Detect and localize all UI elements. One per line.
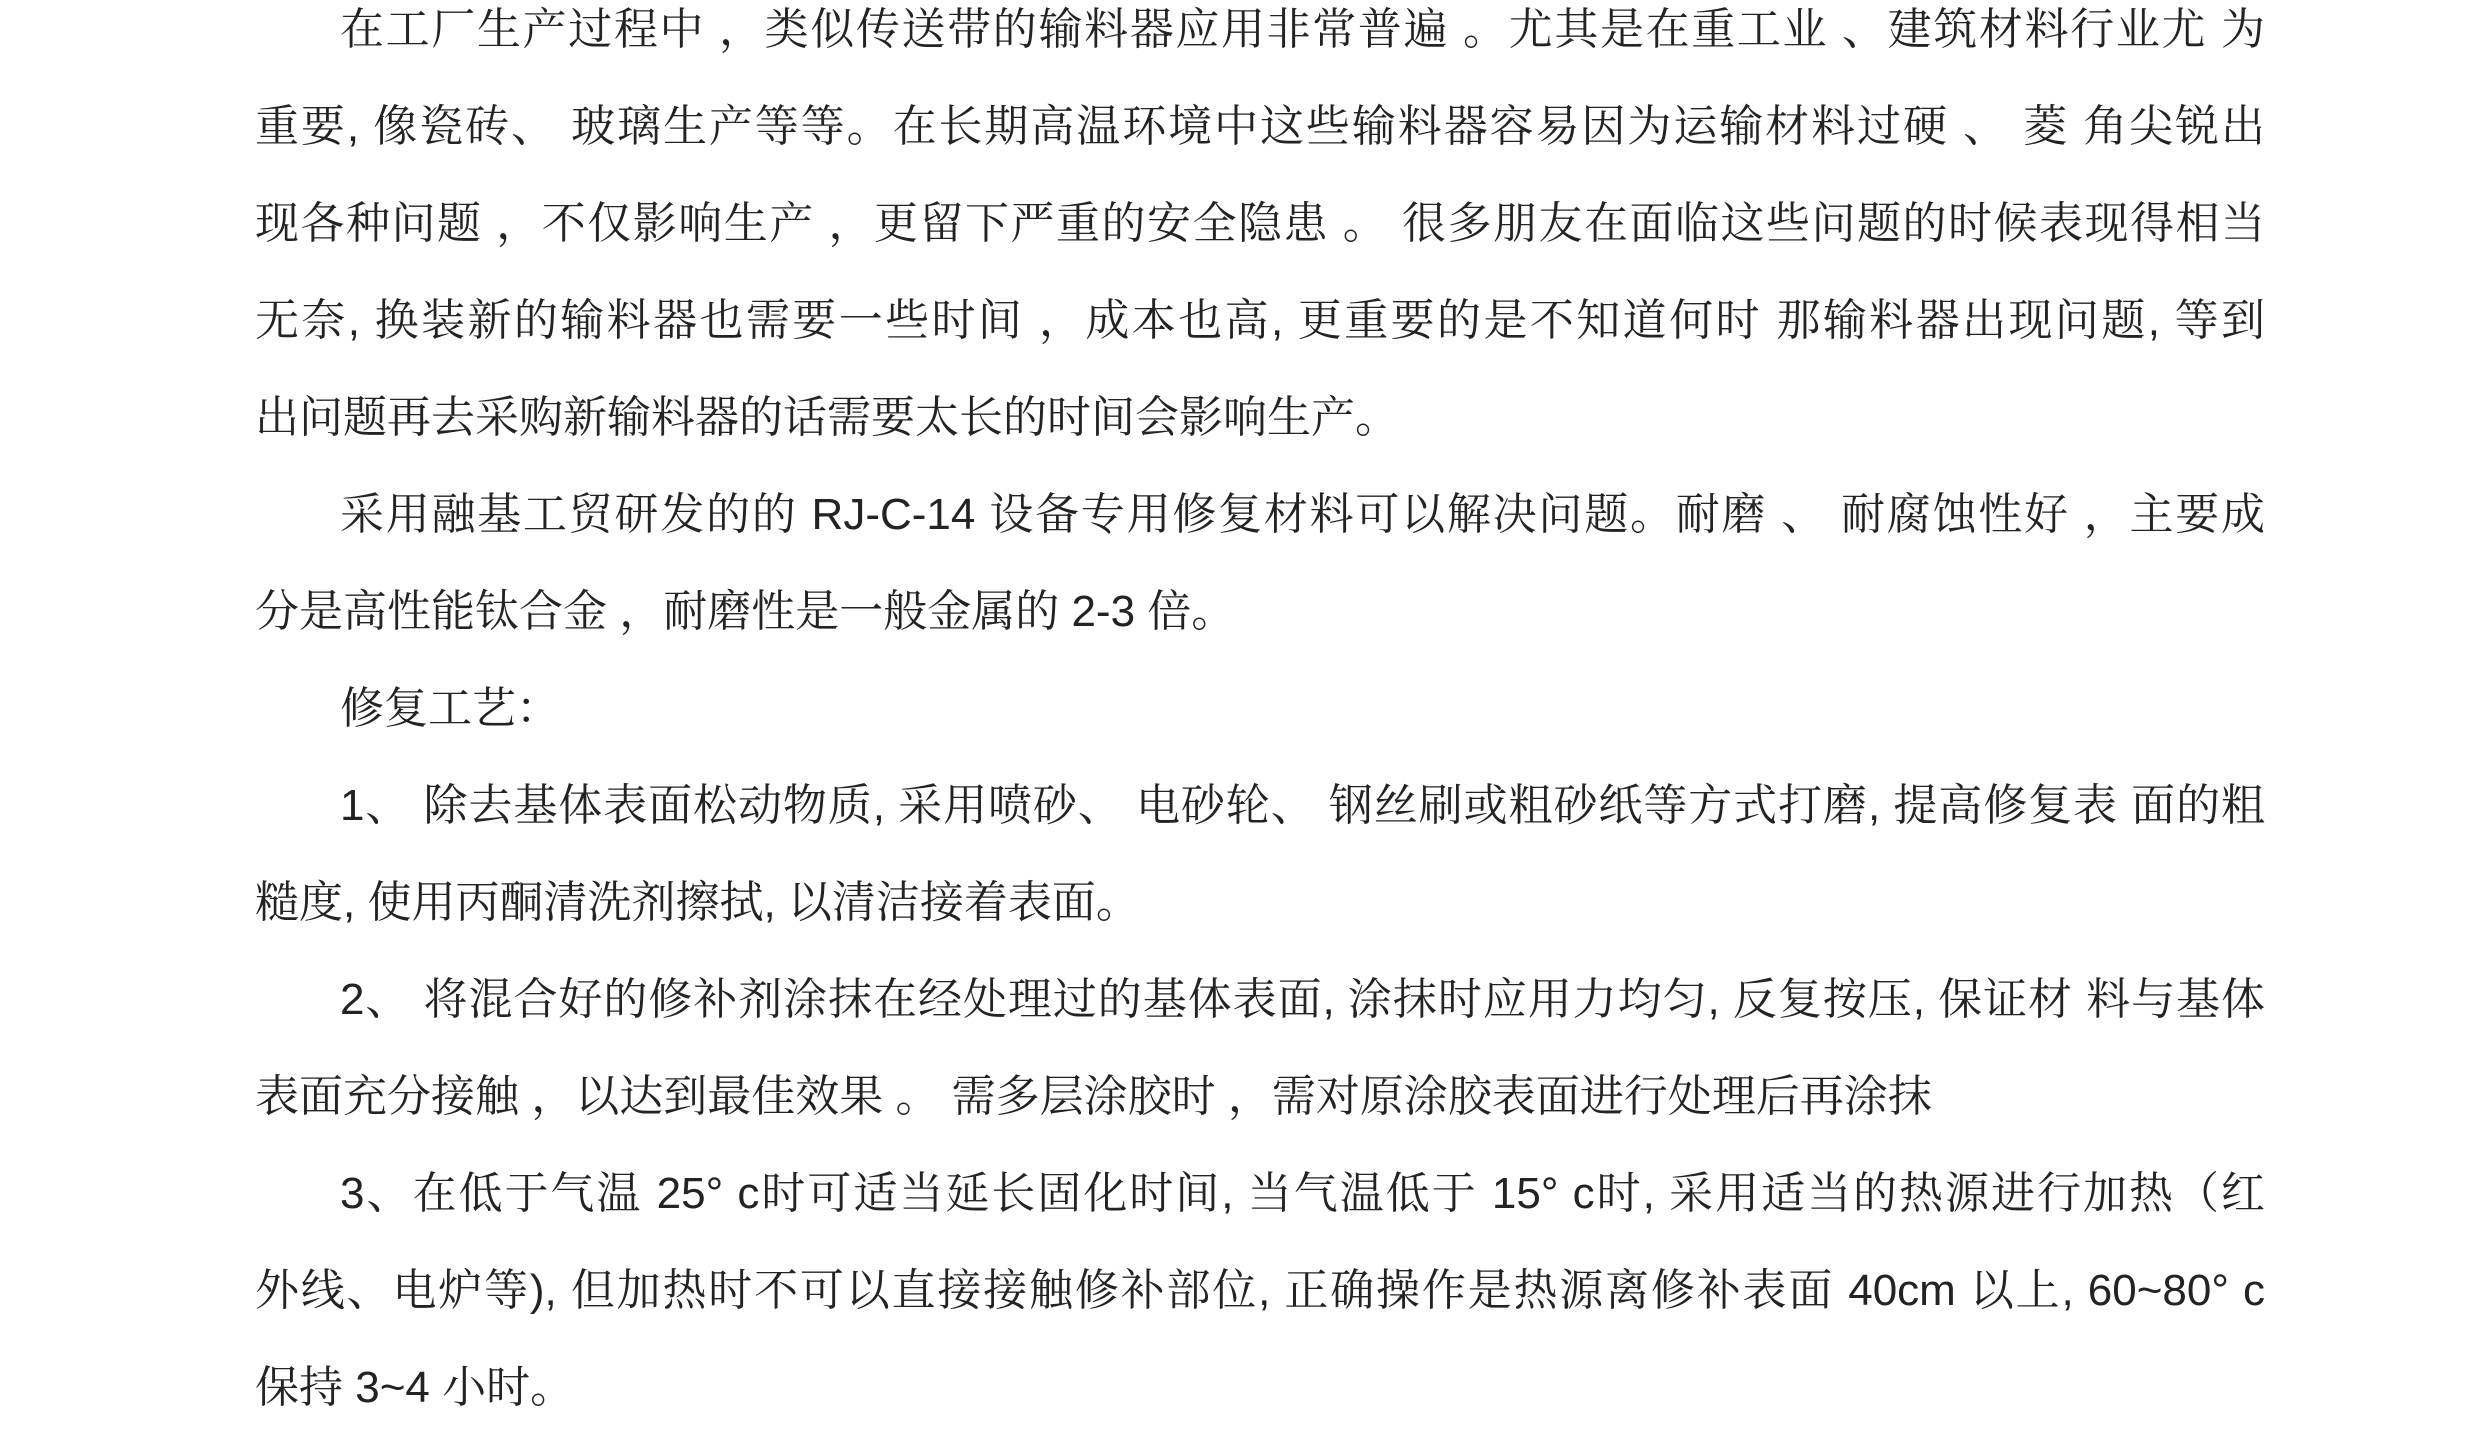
text-line: 表面充分接触 ，以达到最佳效果 。 需多层涂胶时 ，需对原涂胶表面进行处理后再涂抹 bbox=[255, 1072, 1932, 1121]
text-line: 1、 除去基体表面松动物质, 采用喷砂、 电砂轮、 钢丝刷或粗砂纸等方式打磨, 提高修复表 面的粗 bbox=[340, 781, 2265, 830]
text-line: 现各种问题 ，不仅影响生产 ，更留下严重的安全隐患 。 很多朋友在面临这些问题的时候表现得相当 bbox=[255, 199, 2265, 248]
text-line: 分是高性能钛合金 ，耐磨性是一般金属的 2-3 倍。 bbox=[255, 587, 1236, 636]
text-line: 糙度, 使用丙酮清洗剂擦拭, 以清洁接着表面。 bbox=[255, 878, 1140, 927]
text-line: 在工厂生产过程中 ，类似传送带的输料器应用非常普遍 。尤其是在重工业 、建筑材料行业尤 为 bbox=[340, 5, 2265, 54]
document-body bbox=[255, 0, 2265, 1436]
text-line: 2、 将混合好的修补剂涂抹在经处理过的基体表面, 涂抹时应用力均匀, 反复按压, 保证材 料与基体 bbox=[340, 975, 2265, 1024]
text-line: 采用融基工贸研发的的 RJ-C-14 设备专用修复材料可以解决问题。耐磨 、 耐腐蚀性好 ，主要成 bbox=[340, 490, 2265, 539]
text-line: 保持 3~4 小时。 bbox=[255, 1363, 575, 1412]
text-line: 3、在低于气温 25° c时可适当延长固化时间, 当气温低于 15° c时, 采用适当的热源进行加热（红 bbox=[340, 1169, 2265, 1218]
text-line: 无奈, 换装新的输料器也需要一些时间 ，成本也高, 更重要的是不知道何时 那输料器出现问题, 等到 bbox=[255, 296, 2265, 345]
text-line: 出问题再去采购新输料器的话需要太长的时间会影响生产。 bbox=[255, 393, 1399, 442]
text-line: 重要, 像瓷砖、 玻璃生产等等。在长期高温环境中这些输料器容易因为运输材料过硬 、 菱 角尖锐出 bbox=[255, 102, 2265, 151]
text-line: 外线、电炉等), 但加热时不可以直接接触修补部位, 正确操作是热源离修补表面 40cm 以上, 60~80° c bbox=[255, 1266, 2265, 1315]
text-line: 修复工艺： bbox=[340, 684, 560, 733]
